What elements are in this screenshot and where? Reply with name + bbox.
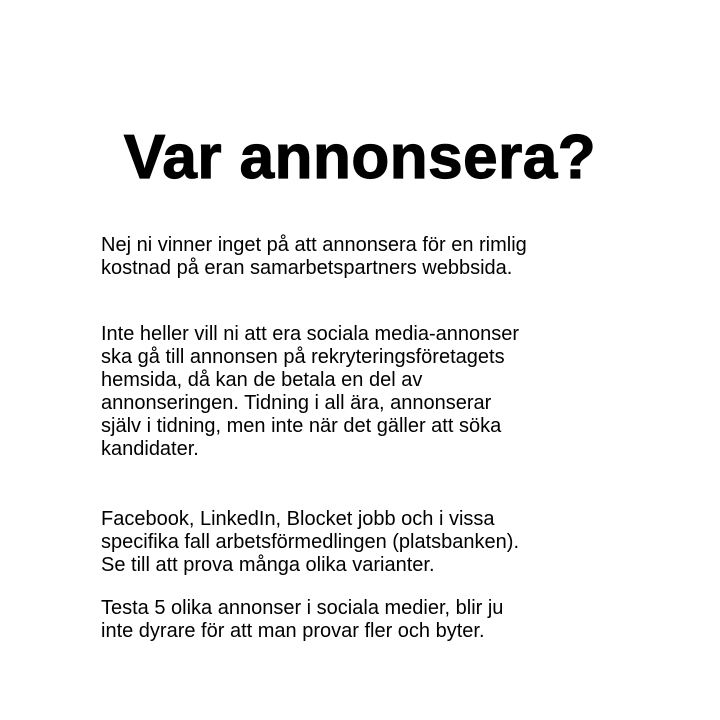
paragraph-test-ads: Testa 5 olika annonser i sociala medier, blir ju inte dyrare för att man provar fler och byter. [101,597,504,642]
paragraph-partner-website: Nej ni vinner inget på att annonsera för en rimlig kostnad på eran samarbetspartners webbsida. [101,234,527,279]
paragraph-social-media-ads: Inte heller vill ni att era sociala media-annonser ska gå till annonsen på rekryteringsföretagets hemsida, då kan de betala en del av annonseringen. Tidning i all ära, annonserar själv i tidning, men inte när det gäller att söka kandidater. [101,323,519,460]
paragraph-channels: Facebook, LinkedIn, Blocket jobb och i vissa specifika fall arbetsförmedlingen (platsbanken). Se till att prova många olika varianter. [101,508,519,576]
page-title: Var annonsera? [123,123,597,192]
